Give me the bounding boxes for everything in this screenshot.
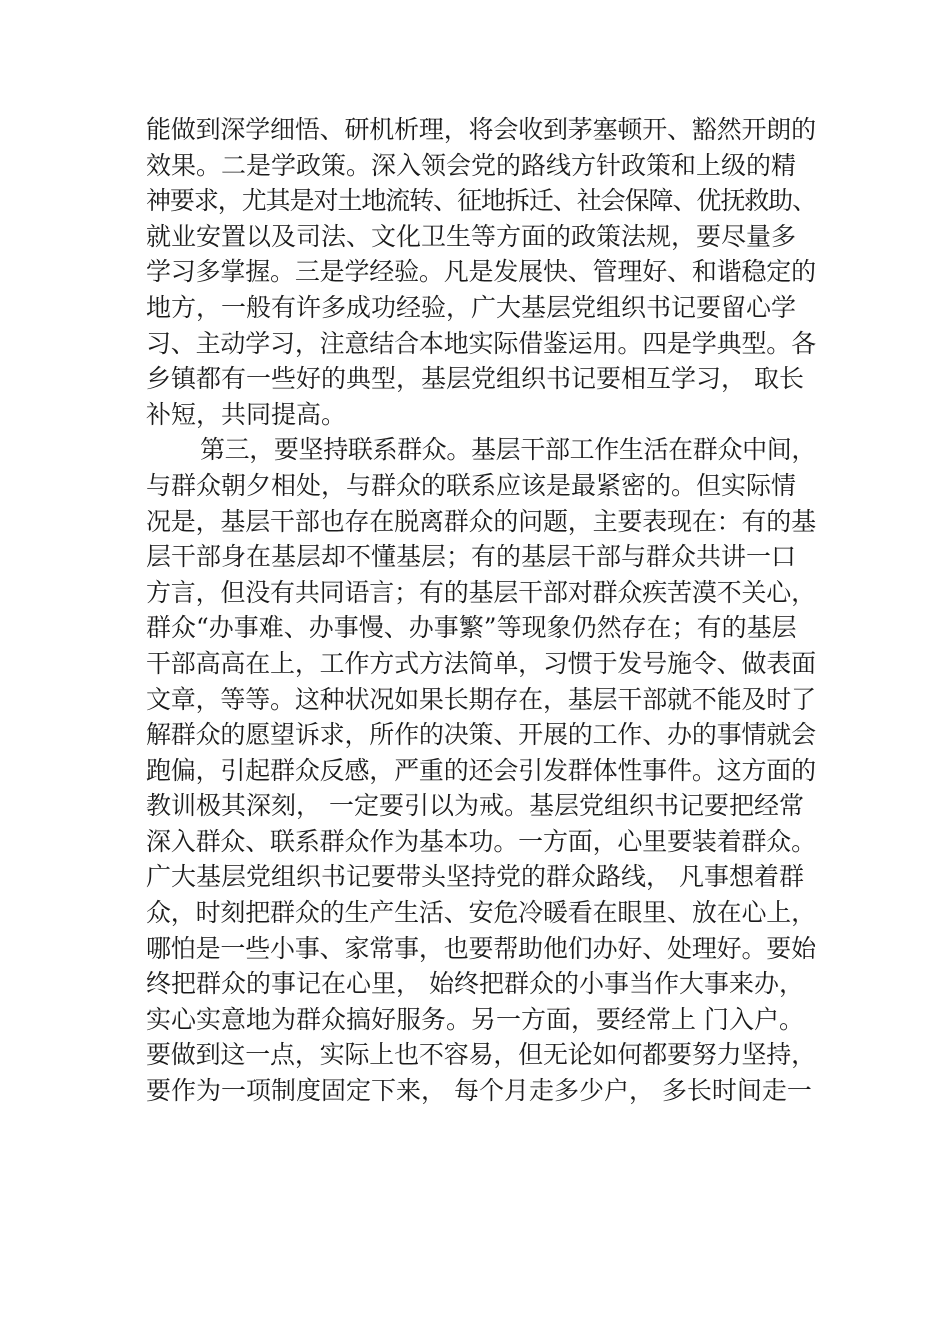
text-line: 终把群众的事记在心里， 始终把群众的小事当作大事来办， xyxy=(146,969,804,999)
text-line: 干部高高在上，工作方式方法简单，习惯于发号施令、做表面 xyxy=(146,648,816,678)
text-line: 群众“办事难、办事慢、办事繁”等现象仍然存在；有的基层 xyxy=(146,613,797,643)
text-line: 与群众朝夕相处，与群众的联系应该是最紧密的。但实际情 xyxy=(146,470,797,500)
text-line: 学习多掌握。三是学经验。凡是发展快、管理好、和谐稳定的 xyxy=(146,257,816,287)
text-line: 要做到这一点，实际上也不容易，但无论如何都要努力坚持， xyxy=(146,1040,816,1070)
text-line: 深入群众、联系群众作为基本功。一方面，心里要装着群众。 xyxy=(146,826,816,856)
text-line: 教训极其深刻， 一定要引以为戒。基层党组织书记要把经常 xyxy=(146,791,804,821)
text-line: 地方，一般有许多成功经验，广大基层党组织书记要留心学 xyxy=(146,292,797,322)
text-line: 方言，但没有共同语言；有的基层干部对群众疾苦漠不关心， xyxy=(146,577,816,607)
text-line: 习、主动学习，注意结合本地实际借鉴运用。四是学典型。各 xyxy=(146,328,816,358)
text-line: 能做到深学细悟、研机析理，将会收到茅塞顿开、豁然开朗的 xyxy=(146,115,816,144)
text-line: 文章，等等。这种状况如果长期存在，基层干部就不能及时了 xyxy=(146,684,816,714)
text-line: 跑偏，引起群众反感，严重的还会引发群体性事件。这方面的 xyxy=(146,755,816,785)
text-line: 第三，要坚持联系群众。基层干部工作生活在群众中间， xyxy=(200,435,817,465)
text-line: 神要求，尤其是对土地流转、征地拆迁、社会保障、优抚救助、 xyxy=(146,186,817,216)
text-line: 实心实意地为群众搞好服务。另一方面，要经常上 门入户。 xyxy=(146,1004,804,1034)
text-line: 哪怕是一些小事、家常事，也要帮助他们办好、处理好。要始 xyxy=(146,933,816,963)
text-line: 就业安置以及司法、文化卫生等方面的政策法规，要尽量多 xyxy=(146,221,797,251)
text-line: 况是，基层干部也存在脱离群众的问题，主要表现在：有的基 xyxy=(146,506,816,536)
text-line: 层干部身在基层却不懂基层；有的基层干部与群众共讲一口 xyxy=(146,542,797,572)
text-line: 众，时刻把群众的生产生活、安危冷暖看在眼里、放在心上， xyxy=(146,898,816,928)
text-line: 乡镇都有一些好的典型，基层党组织书记要相互学习， 取长 xyxy=(146,364,804,394)
text-line: 广大基层党组织书记要带头坚持党的群众路线， 凡事想着群 xyxy=(146,862,804,892)
text-line: 效果。二是学政策。深入领会党的路线方针政策和上级的精 xyxy=(146,150,797,180)
text-line: 要作为一项制度固定下来， 每个月走多少户， 多长时间走一 xyxy=(146,1076,812,1106)
body-text xyxy=(146,112,816,1109)
text-line: 补短，共同提高。 xyxy=(146,399,347,429)
text-line: 解群众的愿望诉求，所作的决策、开展的工作、办的事情就会 xyxy=(146,720,816,750)
